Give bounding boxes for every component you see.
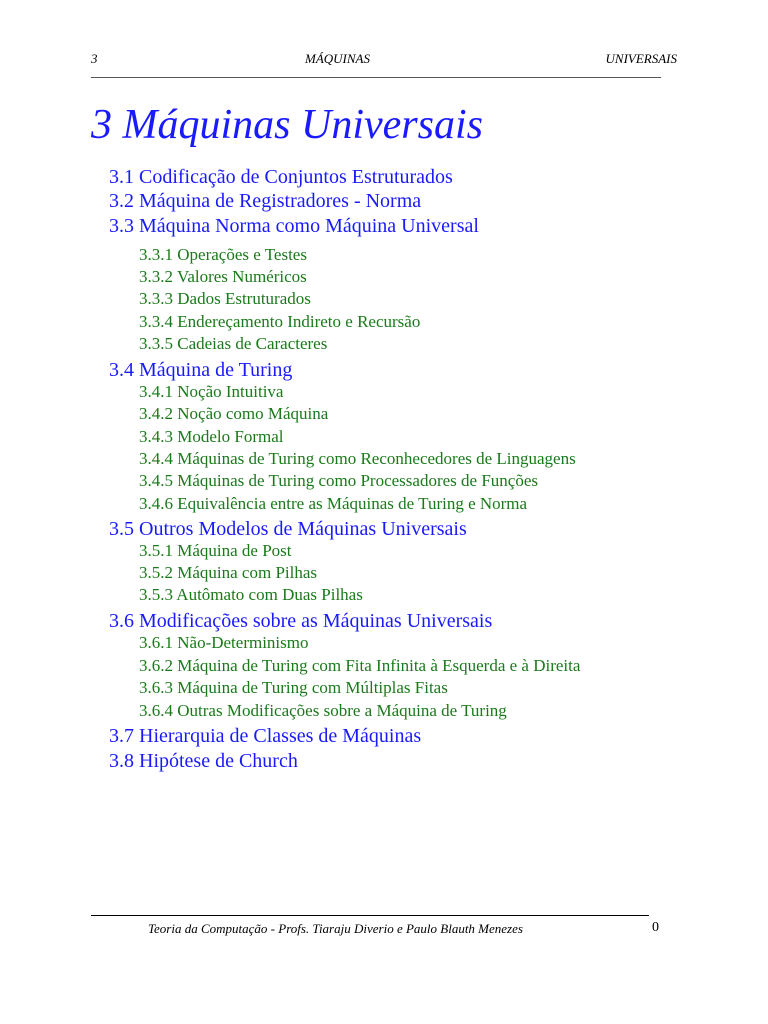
toc-section: 3.4 Máquina de Turing: [109, 359, 293, 381]
toc-subsection: 3.4.6 Equivalência entre as Máquinas de Turing e Norma: [139, 494, 528, 513]
toc-subsection: 3.3.5 Cadeias de Caracteres: [139, 334, 328, 353]
toc-subsection: 3.4.1 Noção Intuitiva: [139, 382, 284, 401]
toc-subsection: 3.5.2 Máquina com Pilhas: [139, 563, 318, 582]
toc-subsection: 3.3.1 Operações e Testes: [139, 245, 307, 264]
toc-subsection: 3.4.5 Máquinas de Turing como Processadores de Funções: [139, 471, 538, 490]
toc-section: 3.6 Modificações sobre as Máquinas Universais: [109, 610, 493, 632]
header-rule: [91, 77, 661, 78]
toc-subsection: 3.6.4 Outras Modificações sobre a Máquina de Turing: [139, 701, 507, 720]
toc-section: 3.1 Codificação de Conjuntos Estruturados: [109, 166, 453, 188]
toc-section: 3.5 Outros Modelos de Máquinas Universais: [109, 518, 467, 540]
chapter-title: 3 Máquinas Universais: [91, 102, 483, 148]
toc-subsection: 3.3.3 Dados Estruturados: [139, 289, 311, 308]
toc-subsection: 3.3.2 Valores Numéricos: [139, 267, 307, 286]
toc-subsection: 3.5.3 Autômato com Duas Pilhas: [139, 585, 363, 604]
footer-text: Teoria da Computação - Profs. Tiaraju Diverio e Paulo Blauth Menezes: [148, 921, 523, 936]
toc-subsection: 3.6.1 Não-Determinismo: [139, 633, 309, 652]
toc-subsection: 3.3.4 Endereçamento Indireto e Recursão: [139, 312, 421, 331]
toc-subsection: 3.5.1 Máquina de Post: [139, 541, 292, 560]
toc-section: 3.2 Máquina de Registradores - Norma: [109, 190, 422, 212]
toc-subsection: 3.4.2 Noção como Máquina: [139, 404, 329, 423]
toc-section: 3.8 Hipótese de Church: [109, 750, 298, 772]
toc-subsection: 3.4.3 Modelo Formal: [139, 427, 284, 446]
toc-section: 3.3 Máquina Norma como Máquina Universal: [109, 215, 479, 237]
toc-subsection: 3.4.4 Máquinas de Turing como Reconhecedores de Linguagens: [139, 449, 576, 468]
toc-section: 3.7 Hierarquia de Classes de Máquinas: [109, 725, 422, 747]
running-header: [91, 51, 677, 71]
footer-page-number: 0: [652, 920, 659, 935]
header-right-word: UNIVERSAIS: [605, 51, 677, 66]
header-chapter-number: 3: [91, 51, 98, 66]
toc-subsection: 3.6.3 Máquina de Turing com Múltiplas Fitas: [139, 678, 448, 697]
header-left-word: MÁQUINAS: [305, 51, 370, 66]
footer-rule: [91, 915, 649, 916]
toc-subsection: 3.6.2 Máquina de Turing com Fita Infinita à Esquerda e à Direita: [139, 656, 581, 675]
